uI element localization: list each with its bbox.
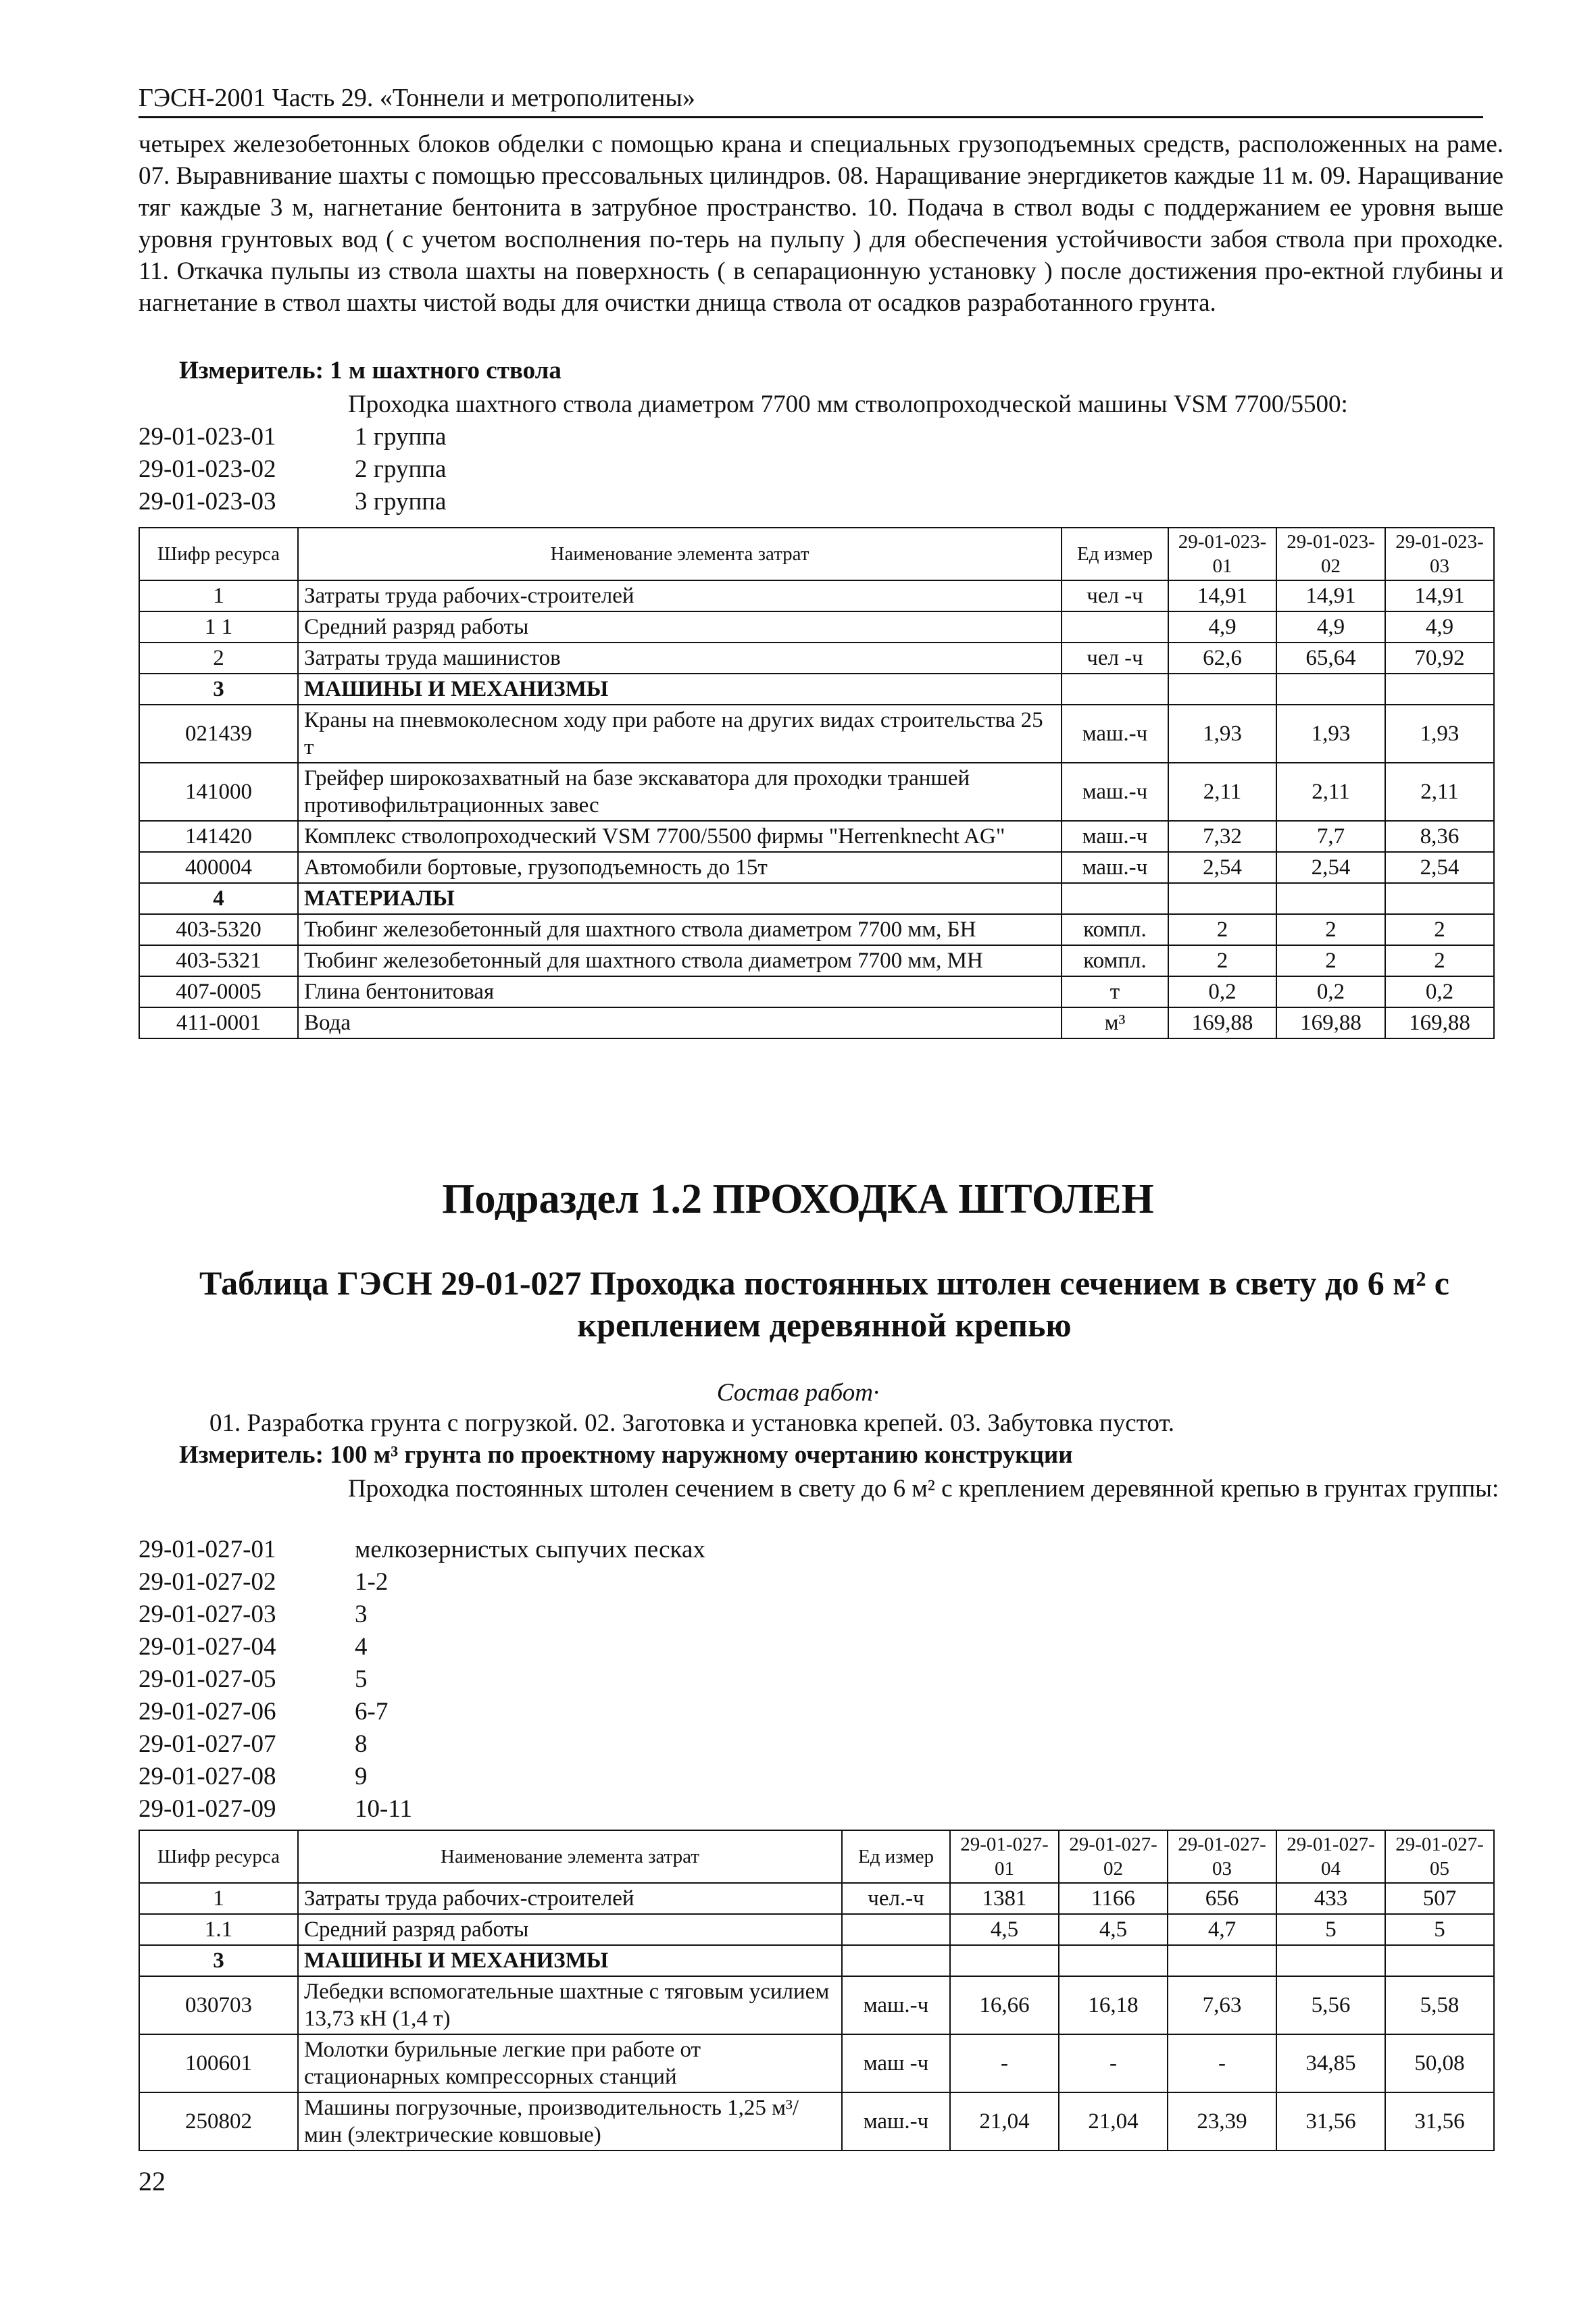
norm-value: 2 bbox=[1276, 945, 1385, 976]
norm-value: 169,88 bbox=[1385, 1007, 1494, 1038]
norm-value: 0,2 bbox=[1276, 976, 1385, 1007]
code-number: 29-01-027-07 bbox=[139, 1730, 276, 1758]
subsection-title: Подраздел 1.2 ПРОХОДКА ШТОЛЕН bbox=[442, 1176, 1154, 1222]
category-row bbox=[139, 1945, 1494, 1976]
unit: компл. bbox=[1062, 914, 1168, 945]
cost-element-name: Молотки бурильные легкие при работе от стационарных компрессорных станций bbox=[298, 2034, 842, 2092]
code-number: 29-01-027-05 bbox=[139, 1665, 276, 1693]
unit: маш.-ч bbox=[1062, 821, 1168, 852]
norm-value: - bbox=[950, 2034, 1059, 2092]
column-header: 29-01-027-04 bbox=[1276, 1830, 1385, 1883]
norm-value: 169,88 bbox=[1276, 1007, 1385, 1038]
table-row bbox=[139, 852, 1494, 883]
sostav-label: Состав работ· bbox=[716, 1379, 880, 1407]
meter-value: 1 м шахтного ствола bbox=[330, 357, 562, 384]
resource-code: 3 bbox=[139, 1945, 298, 1976]
code-row bbox=[139, 421, 446, 453]
unit: маш.-ч bbox=[1062, 852, 1168, 883]
resource-code: 1 1 bbox=[139, 611, 298, 643]
norm-value: 2,54 bbox=[1168, 852, 1276, 883]
table-row bbox=[139, 2034, 1494, 2092]
column-header: 29-01-027-01 bbox=[950, 1830, 1059, 1883]
resource-code: 141420 bbox=[139, 821, 298, 852]
code-number: 29-01-027-01 bbox=[139, 1536, 276, 1563]
code-number: 29-01-023-02 bbox=[139, 455, 276, 483]
unit: чел.-ч bbox=[842, 1883, 950, 1914]
norm-value: 31,56 bbox=[1276, 2092, 1385, 2150]
norm-value: 1381 bbox=[950, 1883, 1059, 1914]
norm-value: 5 bbox=[1276, 1914, 1385, 1945]
norm-value: 4,9 bbox=[1168, 611, 1276, 643]
norm-value: 14,91 bbox=[1385, 580, 1494, 611]
norm-value: 62,6 bbox=[1168, 643, 1276, 674]
norm-value: 2 bbox=[1276, 914, 1385, 945]
category-row bbox=[139, 674, 1494, 705]
cost-element-name: Вода bbox=[298, 1007, 1062, 1038]
code-number: 29-01-027-09 bbox=[139, 1795, 276, 1823]
norm-value: 7,7 bbox=[1276, 821, 1385, 852]
cost-element-name: Затраты труда рабочих-строителей bbox=[298, 1883, 842, 1914]
works-list: 01. Разработка грунта с погрузкой. 02. Заготовка и установка крепей. 03. Забутовка пустот. bbox=[209, 1409, 1175, 1437]
table-row bbox=[139, 976, 1494, 1007]
unit: маш.-ч bbox=[842, 1976, 950, 2034]
norm-value: 2 bbox=[1385, 914, 1494, 945]
code-row bbox=[139, 1793, 705, 1826]
code-row bbox=[139, 453, 446, 486]
norm-value bbox=[950, 1945, 1059, 1976]
code-number: 29-01-027-03 bbox=[139, 1601, 276, 1628]
cost-element-name: Комплекс стволопроходческий VSM 7700/5500 фирмы "Herrenknecht AG" bbox=[298, 821, 1062, 852]
code-description: 1 группа bbox=[355, 423, 447, 451]
resource-code: 400004 bbox=[139, 852, 298, 883]
norm-value: 21,04 bbox=[950, 2092, 1059, 2150]
resource-table-1 bbox=[139, 527, 1495, 1039]
table-row bbox=[139, 763, 1494, 821]
norm-value: 2 bbox=[1168, 914, 1276, 945]
table-header-row bbox=[139, 1830, 1494, 1883]
table-header-row bbox=[139, 528, 1494, 580]
cost-element-name: Грейфер широкозахватный на базе экскаватора для проходки траншей противофильтрационных завес bbox=[298, 763, 1062, 821]
section2-intro: Проходка постоянных штолен сечением в свету до 6 м² с креплением деревянной крепью в грунтах группы: bbox=[348, 1475, 1499, 1503]
norm-value: 1,93 bbox=[1385, 705, 1494, 763]
unit: маш.-ч bbox=[842, 2092, 950, 2150]
cost-element-name: Затраты труда машинистов bbox=[298, 643, 1062, 674]
meter-line-1 bbox=[179, 356, 562, 385]
column-header: Ед измер bbox=[842, 1830, 950, 1883]
code-description: 9 bbox=[355, 1763, 368, 1790]
cost-element-name: Средний разряд работы bbox=[298, 1914, 842, 1945]
table-row bbox=[139, 1914, 1494, 1945]
norm-value: 31,56 bbox=[1385, 2092, 1494, 2150]
norm-value: 507 bbox=[1385, 1883, 1494, 1914]
cost-element-name: МАШИНЫ И МЕХАНИЗМЫ bbox=[298, 674, 1062, 705]
resource-code: 2 bbox=[139, 643, 298, 674]
column-header: 29-01-027-03 bbox=[1168, 1830, 1276, 1883]
code-number: 29-01-027-02 bbox=[139, 1568, 276, 1596]
unit bbox=[842, 1945, 950, 1976]
resource-code: 407-0005 bbox=[139, 976, 298, 1007]
norm-value: 4,9 bbox=[1385, 611, 1494, 643]
norm-value: 2,11 bbox=[1385, 763, 1494, 821]
resource-code: 1 bbox=[139, 580, 298, 611]
norm-value: 4,5 bbox=[1059, 1914, 1168, 1945]
section2-code-list bbox=[139, 1534, 705, 1826]
unit: чел -ч bbox=[1062, 643, 1168, 674]
norm-value: 70,92 bbox=[1385, 643, 1494, 674]
intro-paragraph bbox=[139, 128, 1503, 319]
norm-value: 5,58 bbox=[1385, 1976, 1494, 2034]
cost-element-name: Машины погрузочные, производительность 1,25 м³/мин (электрические ковшовые) bbox=[298, 2092, 842, 2150]
meter-line-2 bbox=[179, 1440, 1073, 1469]
code-number: 29-01-027-08 bbox=[139, 1763, 276, 1790]
code-description: 6-7 bbox=[355, 1698, 389, 1726]
norm-value: 1,93 bbox=[1276, 705, 1385, 763]
norm-value: 14,91 bbox=[1276, 580, 1385, 611]
column-header: 29-01-023-03 bbox=[1385, 528, 1494, 580]
resource-code: 4 bbox=[139, 883, 298, 914]
norm-value: 2,54 bbox=[1385, 852, 1494, 883]
code-row bbox=[139, 1696, 705, 1728]
resource-code: 141000 bbox=[139, 763, 298, 821]
table-row bbox=[139, 945, 1494, 976]
resource-code: 411-0001 bbox=[139, 1007, 298, 1038]
norm-value bbox=[1168, 883, 1276, 914]
table-row bbox=[139, 2092, 1494, 2150]
table-row bbox=[139, 1976, 1494, 2034]
resource-code: 250802 bbox=[139, 2092, 298, 2150]
column-header: Шифр ресурса bbox=[139, 528, 298, 580]
norm-value: 50,08 bbox=[1385, 2034, 1494, 2092]
column-header: Шифр ресурса bbox=[139, 1830, 298, 1883]
meter-value-2: 100 м³ грунта по проектному наружному очертанию конструкции bbox=[330, 1441, 1073, 1469]
code-description: 10-11 bbox=[355, 1795, 412, 1823]
code-number: 29-01-027-04 bbox=[139, 1633, 276, 1661]
code-description: мелкозернистых сыпучих песках bbox=[355, 1536, 705, 1563]
unit: т bbox=[1062, 976, 1168, 1007]
code-row bbox=[139, 1761, 705, 1793]
norm-value bbox=[1168, 1945, 1276, 1976]
resource-code: 030703 bbox=[139, 1976, 298, 2034]
norm-value: 656 bbox=[1168, 1883, 1276, 1914]
code-row bbox=[139, 1663, 705, 1696]
norm-value bbox=[1385, 674, 1494, 705]
norm-value: 16,18 bbox=[1059, 1976, 1168, 2034]
column-header: 29-01-023-01 bbox=[1168, 528, 1276, 580]
table-row bbox=[139, 611, 1494, 643]
column-header: Наименование элемента затрат bbox=[298, 528, 1062, 580]
code-number: 29-01-027-06 bbox=[139, 1698, 276, 1726]
code-description: 1-2 bbox=[355, 1568, 389, 1596]
section1-code-list bbox=[139, 421, 446, 518]
cost-element-name: Лебедки вспомогательные шахтные с тяговым усилием 13,73 кН (1,4 т) bbox=[298, 1976, 842, 2034]
norm-value: 2,11 bbox=[1276, 763, 1385, 821]
section1-intro: Проходка шахтного ствола диаметром 7700 мм стволопроходческой машины VSM 7700/5500: bbox=[348, 391, 1348, 418]
norm-value bbox=[1276, 674, 1385, 705]
norm-value bbox=[1276, 883, 1385, 914]
code-row bbox=[139, 1631, 705, 1663]
intro-paragraph-text: четырех железобетонных блоков обделки с помощью крана и специальных грузоподъемных средств, расположенных на раме. 07. Выравнивание шахты с помощью прессовальных цилиндров. 08. Наращивание энергдикетов каждые 11 м. 09. Наращивание тяг каждые 3 м, нагнетание бентонита в затрубное пространство. 10. Подача в ствол воды с поддержанием ее уровня выше уровня грунтовых вод ( с учетом восполнения по-терь на пульпу ) для обеспечения устойчивости забоя ствола при проходке. 11. Откачка пульпы из ствола шахты на поверхность ( в сепарационную установку ) после достижения про-ектной глубины и нагнетание в ствол шахты чистой воды для очистки днища ствола от осадков разработанного грунта. bbox=[139, 130, 1503, 317]
unit: компл. bbox=[1062, 945, 1168, 976]
unit: чел -ч bbox=[1062, 580, 1168, 611]
norm-value bbox=[1059, 1945, 1168, 1976]
norm-value: 4,7 bbox=[1168, 1914, 1276, 1945]
table-row bbox=[139, 705, 1494, 763]
column-header: Наименование элемента затрат bbox=[298, 1830, 842, 1883]
unit bbox=[1062, 883, 1168, 914]
cost-element-name: Краны на пневмоколесном ходу при работе на других видах строительства 25 т bbox=[298, 705, 1062, 763]
code-row bbox=[139, 1599, 705, 1631]
cost-element-name: Средний разряд работы bbox=[298, 611, 1062, 643]
resource-code: 021439 bbox=[139, 705, 298, 763]
norm-value: - bbox=[1059, 2034, 1168, 2092]
norm-value: 65,64 bbox=[1276, 643, 1385, 674]
table-row bbox=[139, 914, 1494, 945]
resource-code: 403-5320 bbox=[139, 914, 298, 945]
page-number: 22 bbox=[139, 2166, 166, 2196]
code-row bbox=[139, 486, 446, 518]
cost-element-name: Затраты труда рабочих-строителей bbox=[298, 580, 1062, 611]
norm-value: 2,54 bbox=[1276, 852, 1385, 883]
norm-value: 433 bbox=[1276, 1883, 1385, 1914]
norm-value bbox=[1168, 674, 1276, 705]
unit: маш.-ч bbox=[1062, 705, 1168, 763]
unit bbox=[842, 1914, 950, 1945]
unit bbox=[1062, 674, 1168, 705]
resource-code: 1 bbox=[139, 1883, 298, 1914]
table-row bbox=[139, 580, 1494, 611]
column-header: 29-01-027-05 bbox=[1385, 1830, 1494, 1883]
norm-value: 0,2 bbox=[1385, 976, 1494, 1007]
norm-value: 0,2 bbox=[1168, 976, 1276, 1007]
code-description: 3 группа bbox=[355, 488, 447, 515]
category-row bbox=[139, 883, 1494, 914]
norm-value: 5 bbox=[1385, 1914, 1494, 1945]
norm-value: 169,88 bbox=[1168, 1007, 1276, 1038]
meter-label-2: Измеритель: bbox=[179, 1441, 324, 1469]
norm-value: - bbox=[1168, 2034, 1276, 2092]
code-number: 29-01-023-01 bbox=[139, 423, 276, 451]
code-row bbox=[139, 1534, 705, 1566]
table-title: Таблица ГЭСН 29-01-027 Проходка постоянных штолен сечением в свету до 6 м² с креплением деревянной крепью bbox=[199, 1264, 1449, 1344]
page-header: ГЭСН-2001 Часть 29. «Тоннели и метрополитены» bbox=[139, 80, 1483, 118]
cost-element-name: Тюбинг железобетонный для шахтного ствола диаметром 7700 мм, МН bbox=[298, 945, 1062, 976]
cost-element-name: Тюбинг железобетонный для шахтного ствола диаметром 7700 мм, БН bbox=[298, 914, 1062, 945]
code-description: 5 bbox=[355, 1665, 368, 1693]
norm-value bbox=[1385, 1945, 1494, 1976]
code-row bbox=[139, 1728, 705, 1761]
norm-value: 16,66 bbox=[950, 1976, 1059, 2034]
unit: маш.-ч bbox=[1062, 763, 1168, 821]
norm-value: 2 bbox=[1385, 945, 1494, 976]
table-row bbox=[139, 1883, 1494, 1914]
norm-value: 23,39 bbox=[1168, 2092, 1276, 2150]
resource-code: 100601 bbox=[139, 2034, 298, 2092]
norm-value: 1,93 bbox=[1168, 705, 1276, 763]
unit: маш -ч bbox=[842, 2034, 950, 2092]
column-header: 29-01-023-02 bbox=[1276, 528, 1385, 580]
column-header: 29-01-027-02 bbox=[1059, 1830, 1168, 1883]
cost-element-name: МАШИНЫ И МЕХАНИЗМЫ bbox=[298, 1945, 842, 1976]
table-row bbox=[139, 821, 1494, 852]
norm-value: 2 bbox=[1168, 945, 1276, 976]
cost-element-name: Глина бентонитовая bbox=[298, 976, 1062, 1007]
norm-value: 34,85 bbox=[1276, 2034, 1385, 2092]
norm-value: 4,5 bbox=[950, 1914, 1059, 1945]
norm-value: 8,36 bbox=[1385, 821, 1494, 852]
code-row bbox=[139, 1566, 705, 1599]
table-row bbox=[139, 643, 1494, 674]
unit: м³ bbox=[1062, 1007, 1168, 1038]
code-description: 3 bbox=[355, 1601, 368, 1628]
code-description: 8 bbox=[355, 1730, 368, 1758]
resource-code: 3 bbox=[139, 674, 298, 705]
code-number: 29-01-023-03 bbox=[139, 488, 276, 515]
norm-value bbox=[1276, 1945, 1385, 1976]
norm-value: 7,63 bbox=[1168, 1976, 1276, 2034]
meter-label: Измеритель: bbox=[179, 357, 324, 384]
column-header: Ед измер bbox=[1062, 528, 1168, 580]
norm-value: 1166 bbox=[1059, 1883, 1168, 1914]
norm-value: 14,91 bbox=[1168, 580, 1276, 611]
norm-value: 2,11 bbox=[1168, 763, 1276, 821]
cost-element-name: Автомобили бортовые, грузоподъемность до 15т bbox=[298, 852, 1062, 883]
resource-table-2 bbox=[139, 1830, 1495, 2151]
cost-element-name: МАТЕРИАЛЫ bbox=[298, 883, 1062, 914]
norm-value: 7,32 bbox=[1168, 821, 1276, 852]
norm-value: 5,56 bbox=[1276, 1976, 1385, 2034]
norm-value: 21,04 bbox=[1059, 2092, 1168, 2150]
norm-value bbox=[1385, 883, 1494, 914]
resource-code: 1.1 bbox=[139, 1914, 298, 1945]
code-description: 4 bbox=[355, 1633, 368, 1661]
code-description: 2 группа bbox=[355, 455, 447, 483]
unit bbox=[1062, 611, 1168, 643]
table-row bbox=[139, 1007, 1494, 1038]
norm-value: 4,9 bbox=[1276, 611, 1385, 643]
resource-code: 403-5321 bbox=[139, 945, 298, 976]
